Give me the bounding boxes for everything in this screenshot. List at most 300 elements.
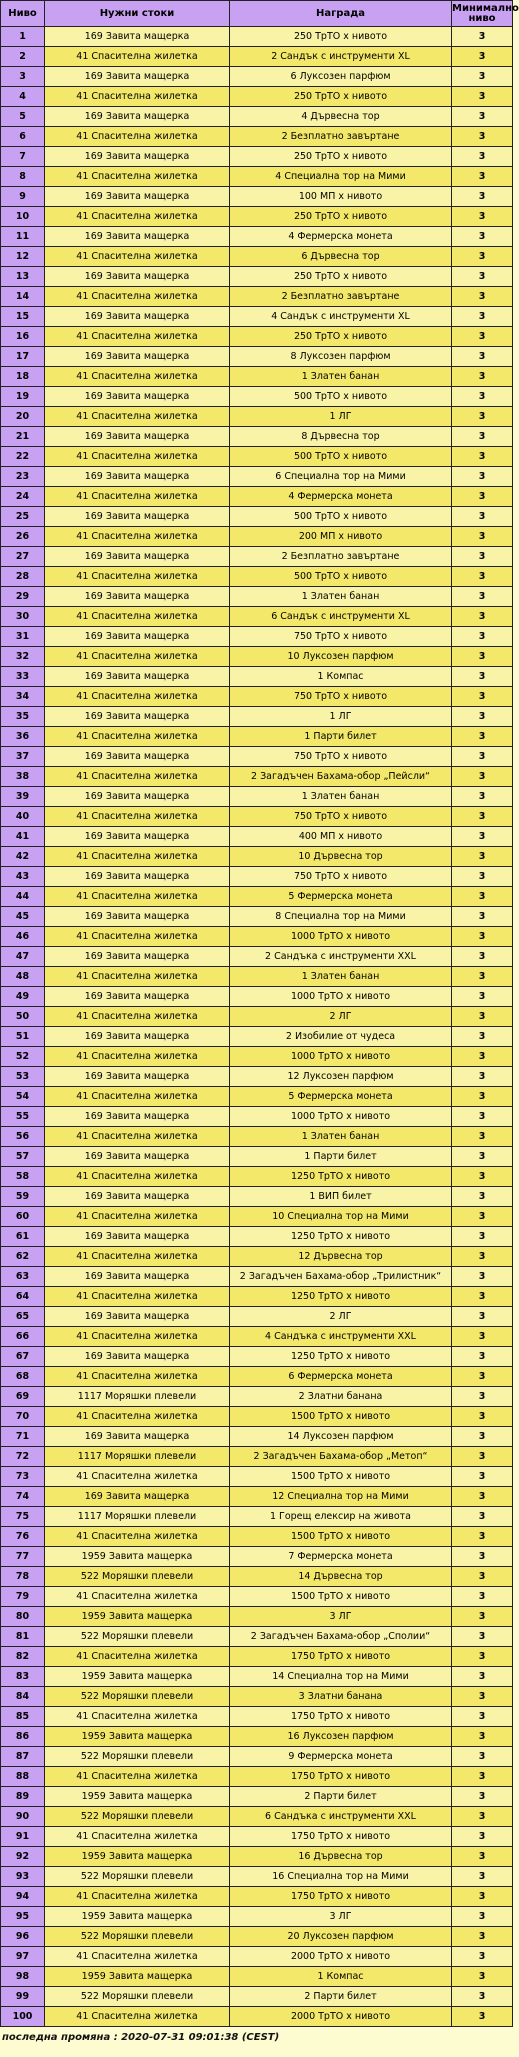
min-level-cell: 3 bbox=[452, 567, 513, 587]
min-level-cell: 3 bbox=[452, 1587, 513, 1607]
items-cell: 41 Спасителна жилетка bbox=[45, 1327, 230, 1347]
reward-cell: 250 ТрТО х нивото bbox=[230, 267, 452, 287]
items-cell: 41 Спасителна жилетка bbox=[45, 767, 230, 787]
items-cell: 522 Моряшки плевели bbox=[45, 1687, 230, 1707]
items-cell: 1959 Завита мащерка bbox=[45, 1547, 230, 1567]
items-cell: 1959 Завита мащерка bbox=[45, 1667, 230, 1687]
table-row bbox=[1, 1647, 513, 1667]
items-cell: 169 Завита мащерка bbox=[45, 347, 230, 367]
table-row bbox=[1, 1947, 513, 1967]
table-row bbox=[1, 1867, 513, 1887]
table-row bbox=[1, 1247, 513, 1267]
items-cell: 169 Завита мащерка bbox=[45, 587, 230, 607]
reward-cell: 6 Специална тор на Мими bbox=[230, 467, 452, 487]
min-level-cell: 3 bbox=[452, 1767, 513, 1787]
min-level-cell: 3 bbox=[452, 707, 513, 727]
items-cell: 41 Спасителна жилетка bbox=[45, 1287, 230, 1307]
table-row bbox=[1, 1967, 513, 1987]
min-level-cell: 3 bbox=[452, 887, 513, 907]
reward-cell: 2 Сандък с инструменти XL bbox=[230, 47, 452, 67]
reward-cell: 500 ТрТО х нивото bbox=[230, 447, 452, 467]
items-cell: 41 Спасителна жилетка bbox=[45, 1587, 230, 1607]
items-cell: 41 Спасителна жилетка bbox=[45, 1947, 230, 1967]
level-cell: 40 bbox=[1, 807, 45, 827]
level-cell: 21 bbox=[1, 427, 45, 447]
table-row bbox=[1, 727, 513, 747]
min-level-cell: 3 bbox=[452, 527, 513, 547]
level-cell: 55 bbox=[1, 1107, 45, 1127]
reward-cell: 1750 ТрТО х нивото bbox=[230, 1767, 452, 1787]
table-row bbox=[1, 167, 513, 187]
min-level-cell: 3 bbox=[452, 1227, 513, 1247]
min-level-cell: 3 bbox=[452, 1367, 513, 1387]
reward-cell: 2 ЛГ bbox=[230, 1307, 452, 1327]
table-row bbox=[1, 287, 513, 307]
reward-cell: 6 Сандък с инструменти XL bbox=[230, 607, 452, 627]
min-level-cell: 3 bbox=[452, 427, 513, 447]
table-row bbox=[1, 1607, 513, 1627]
min-level-cell: 3 bbox=[452, 1867, 513, 1887]
min-level-cell: 3 bbox=[452, 607, 513, 627]
table-row bbox=[1, 987, 513, 1007]
items-cell: 41 Спасителна жилетка bbox=[45, 887, 230, 907]
reward-cell: 14 Дървесна тор bbox=[230, 1567, 452, 1587]
min-level-cell: 3 bbox=[452, 1827, 513, 1847]
table-row bbox=[1, 1387, 513, 1407]
reward-cell: 1 Парти билет bbox=[230, 1147, 452, 1167]
level-cell: 94 bbox=[1, 1887, 45, 1907]
reward-cell: 12 Дървесна тор bbox=[230, 1247, 452, 1267]
items-cell: 41 Спасителна жилетка bbox=[45, 607, 230, 627]
min-level-cell: 3 bbox=[452, 1487, 513, 1507]
table-row bbox=[1, 1687, 513, 1707]
items-cell: 169 Завита мащерка bbox=[45, 1107, 230, 1127]
min-level-cell: 3 bbox=[452, 1267, 513, 1287]
reward-cell: 2 Безплатно завъртане bbox=[230, 547, 452, 567]
min-level-cell: 3 bbox=[452, 787, 513, 807]
table-row bbox=[1, 947, 513, 967]
table-row bbox=[1, 1527, 513, 1547]
level-cell: 33 bbox=[1, 667, 45, 687]
min-level-cell: 3 bbox=[452, 827, 513, 847]
items-cell: 41 Спасителна жилетка bbox=[45, 2007, 230, 2027]
reward-cell: 1000 ТрТО х нивото bbox=[230, 927, 452, 947]
level-cell: 81 bbox=[1, 1627, 45, 1647]
reward-cell: 14 Специална тор на Мими bbox=[230, 1667, 452, 1687]
reward-cell: 1 Компас bbox=[230, 667, 452, 687]
min-level-cell: 3 bbox=[452, 1247, 513, 1267]
min-level-cell: 3 bbox=[452, 1427, 513, 1447]
reward-cell: 1000 ТрТО х нивото bbox=[230, 987, 452, 1007]
min-level-cell: 3 bbox=[452, 407, 513, 427]
min-level-cell: 3 bbox=[452, 1327, 513, 1347]
level-cell: 51 bbox=[1, 1027, 45, 1047]
reward-cell: 3 ЛГ bbox=[230, 1607, 452, 1627]
items-cell: 522 Моряшки плевели bbox=[45, 1927, 230, 1947]
reward-cell: 1250 ТрТО х нивото bbox=[230, 1167, 452, 1187]
level-cell: 36 bbox=[1, 727, 45, 747]
reward-cell: 4 Фермерска монета bbox=[230, 487, 452, 507]
level-cell: 38 bbox=[1, 767, 45, 787]
min-level-cell: 3 bbox=[452, 1807, 513, 1827]
level-cell: 77 bbox=[1, 1547, 45, 1567]
table-row bbox=[1, 887, 513, 907]
table-row bbox=[1, 587, 513, 607]
min-level-cell: 3 bbox=[452, 327, 513, 347]
items-cell: 41 Спасителна жилетка bbox=[45, 1887, 230, 1907]
reward-cell: 2 Сандъка с инструменти XXL bbox=[230, 947, 452, 967]
min-level-cell: 3 bbox=[452, 1627, 513, 1647]
table-row bbox=[1, 1187, 513, 1207]
items-cell: 41 Спасителна жилетка bbox=[45, 47, 230, 67]
reward-cell: 1500 ТрТО х нивото bbox=[230, 1407, 452, 1427]
table-row bbox=[1, 847, 513, 867]
level-cell: 72 bbox=[1, 1447, 45, 1467]
min-level-cell: 3 bbox=[452, 307, 513, 327]
level-cell: 18 bbox=[1, 367, 45, 387]
min-level-cell: 3 bbox=[452, 1167, 513, 1187]
level-cell: 90 bbox=[1, 1807, 45, 1827]
reward-cell: 2 Загадъчен Бахама-обор „Метоп“ bbox=[230, 1447, 452, 1467]
min-level-cell: 3 bbox=[452, 1947, 513, 1967]
items-cell: 169 Завита мащерка bbox=[45, 827, 230, 847]
table-row bbox=[1, 1287, 513, 1307]
items-cell: 169 Завита мащерка bbox=[45, 1487, 230, 1507]
min-level-cell: 3 bbox=[452, 347, 513, 367]
table-row bbox=[1, 1047, 513, 1067]
min-level-cell: 3 bbox=[452, 627, 513, 647]
items-cell: 41 Спасителна жилетка bbox=[45, 87, 230, 107]
reward-cell: 3 ЛГ bbox=[230, 1907, 452, 1927]
table-row bbox=[1, 1987, 513, 2007]
items-cell: 169 Завита мащерка bbox=[45, 1187, 230, 1207]
reward-cell: 400 МП х нивото bbox=[230, 827, 452, 847]
level-cell: 23 bbox=[1, 467, 45, 487]
min-level-cell: 3 bbox=[452, 227, 513, 247]
reward-cell: 2 Загадъчен Бахама-обор „Сполии“ bbox=[230, 1627, 452, 1647]
table-row bbox=[1, 1207, 513, 1227]
min-level-cell: 3 bbox=[452, 767, 513, 787]
level-cell: 49 bbox=[1, 987, 45, 1007]
table-row bbox=[1, 27, 513, 47]
reward-cell: 2 Загадъчен Бахама-обор „Пейсли“ bbox=[230, 767, 452, 787]
level-cell: 37 bbox=[1, 747, 45, 767]
items-cell: 169 Завита мащерка bbox=[45, 547, 230, 567]
level-cell: 13 bbox=[1, 267, 45, 287]
items-cell: 169 Завита мащерка bbox=[45, 1227, 230, 1247]
table-row bbox=[1, 607, 513, 627]
level-cell: 3 bbox=[1, 67, 45, 87]
reward-cell: 4 Сандък с инструменти XL bbox=[230, 307, 452, 327]
min-level-cell: 3 bbox=[452, 1307, 513, 1327]
reward-cell: 250 ТрТО х нивото bbox=[230, 27, 452, 47]
level-cell: 76 bbox=[1, 1527, 45, 1547]
level-cell: 4 bbox=[1, 87, 45, 107]
reward-cell: 6 Сандъка с инструменти XXL bbox=[230, 1807, 452, 1827]
table-row bbox=[1, 1787, 513, 1807]
reward-cell: 2000 ТрТО х нивото bbox=[230, 2007, 452, 2027]
table-row bbox=[1, 1467, 513, 1487]
min-level-cell: 3 bbox=[452, 1567, 513, 1587]
level-cell: 24 bbox=[1, 487, 45, 507]
reward-cell: 2 Изобилие от чудеса bbox=[230, 1027, 452, 1047]
min-level-cell: 3 bbox=[452, 1987, 513, 2007]
table-row bbox=[1, 1547, 513, 1567]
table-row bbox=[1, 267, 513, 287]
min-level-cell: 3 bbox=[452, 927, 513, 947]
min-level-cell: 3 bbox=[452, 1927, 513, 1947]
table-row bbox=[1, 867, 513, 887]
min-level-cell: 3 bbox=[452, 1467, 513, 1487]
reward-cell: 16 Дървесна тор bbox=[230, 1847, 452, 1867]
table-row bbox=[1, 207, 513, 227]
reward-cell: 2 Безплатно завъртане bbox=[230, 127, 452, 147]
min-level-cell: 3 bbox=[452, 1387, 513, 1407]
level-cell: 39 bbox=[1, 787, 45, 807]
level-cell: 99 bbox=[1, 1987, 45, 2007]
level-cell: 30 bbox=[1, 607, 45, 627]
table-row bbox=[1, 1427, 513, 1447]
items-cell: 41 Спасителна жилетка bbox=[45, 1207, 230, 1227]
level-cell: 45 bbox=[1, 907, 45, 927]
items-cell: 1959 Завита мащерка bbox=[45, 1607, 230, 1627]
items-cell: 41 Спасителна жилетка bbox=[45, 1247, 230, 1267]
items-cell: 41 Спасителна жилетка bbox=[45, 1467, 230, 1487]
level-cell: 67 bbox=[1, 1347, 45, 1367]
items-cell: 169 Завита мащерка bbox=[45, 907, 230, 927]
items-cell: 41 Спасителна жилетка bbox=[45, 847, 230, 867]
items-cell: 522 Моряшки плевели bbox=[45, 1807, 230, 1827]
min-level-cell: 3 bbox=[452, 1727, 513, 1747]
level-cell: 83 bbox=[1, 1667, 45, 1687]
items-cell: 41 Спасителна жилетка bbox=[45, 1527, 230, 1547]
min-level-cell: 3 bbox=[452, 147, 513, 167]
items-cell: 1959 Завита мащерка bbox=[45, 1967, 230, 1987]
items-cell: 169 Завита мащерка bbox=[45, 27, 230, 47]
reward-cell: 1 ВИП билет bbox=[230, 1187, 452, 1207]
min-level-cell: 3 bbox=[452, 487, 513, 507]
table-row bbox=[1, 1567, 513, 1587]
reward-cell: 100 МП х нивото bbox=[230, 187, 452, 207]
min-level-cell: 3 bbox=[452, 127, 513, 147]
table-row bbox=[1, 1327, 513, 1347]
level-cell: 10 bbox=[1, 207, 45, 227]
items-cell: 41 Спасителна жилетка bbox=[45, 207, 230, 227]
items-cell: 41 Спасителна жилетка bbox=[45, 447, 230, 467]
items-cell: 41 Спасителна жилетка bbox=[45, 1167, 230, 1187]
items-cell: 169 Завита мащерка bbox=[45, 1147, 230, 1167]
items-cell: 169 Завита мащерка bbox=[45, 667, 230, 687]
items-cell: 41 Спасителна жилетка bbox=[45, 1407, 230, 1427]
min-level-cell: 3 bbox=[452, 467, 513, 487]
min-level-cell: 3 bbox=[452, 667, 513, 687]
min-level-cell: 3 bbox=[452, 507, 513, 527]
items-cell: 169 Завита мащерка bbox=[45, 707, 230, 727]
level-cell: 75 bbox=[1, 1507, 45, 1527]
reward-cell: 1250 ТрТО х нивото bbox=[230, 1347, 452, 1367]
items-cell: 1959 Завита мащерка bbox=[45, 1727, 230, 1747]
min-level-cell: 3 bbox=[452, 1347, 513, 1367]
reward-cell: 10 Луксозен парфюм bbox=[230, 647, 452, 667]
level-cell: 29 bbox=[1, 587, 45, 607]
level-cell: 68 bbox=[1, 1367, 45, 1387]
items-cell: 169 Завита мащерка bbox=[45, 947, 230, 967]
items-cell: 522 Моряшки плевели bbox=[45, 1567, 230, 1587]
reward-cell: 6 Фермерска монета bbox=[230, 1367, 452, 1387]
level-cell: 16 bbox=[1, 327, 45, 347]
items-cell: 169 Завита мащерка bbox=[45, 307, 230, 327]
table-row bbox=[1, 247, 513, 267]
reward-cell: 750 ТрТО х нивото bbox=[230, 807, 452, 827]
items-cell: 169 Завита мащерка bbox=[45, 147, 230, 167]
table-row bbox=[1, 1027, 513, 1047]
items-cell: 1117 Моряшки плевели bbox=[45, 1387, 230, 1407]
level-cell: 56 bbox=[1, 1127, 45, 1147]
items-cell: 169 Завита мащерка bbox=[45, 107, 230, 127]
level-cell: 70 bbox=[1, 1407, 45, 1427]
level-cell: 48 bbox=[1, 967, 45, 987]
min-level-cell: 3 bbox=[452, 1907, 513, 1927]
table-row bbox=[1, 1887, 513, 1907]
min-level-cell: 3 bbox=[452, 1527, 513, 1547]
table-row bbox=[1, 87, 513, 107]
table-row bbox=[1, 647, 513, 667]
reward-cell: 8 Специална тор на Мими bbox=[230, 907, 452, 927]
reward-cell: 1750 ТрТО х нивото bbox=[230, 1827, 452, 1847]
items-cell: 1959 Завита мащерка bbox=[45, 1907, 230, 1927]
level-cell: 47 bbox=[1, 947, 45, 967]
level-cell: 60 bbox=[1, 1207, 45, 1227]
items-cell: 169 Завита мащерка bbox=[45, 1347, 230, 1367]
table-row bbox=[1, 347, 513, 367]
min-level-cell: 3 bbox=[452, 947, 513, 967]
table-row bbox=[1, 807, 513, 827]
items-cell: 169 Завита мащерка bbox=[45, 467, 230, 487]
level-cell: 1 bbox=[1, 27, 45, 47]
items-cell: 169 Завита мащерка bbox=[45, 987, 230, 1007]
level-cell: 6 bbox=[1, 127, 45, 147]
min-level-cell: 3 bbox=[452, 27, 513, 47]
reward-cell: 1750 ТрТО х нивото bbox=[230, 1707, 452, 1727]
table-row bbox=[1, 1007, 513, 1027]
min-level-cell: 3 bbox=[452, 727, 513, 747]
table-row bbox=[1, 307, 513, 327]
table-row bbox=[1, 227, 513, 247]
reward-cell: 200 МП х нивото bbox=[230, 527, 452, 547]
min-level-cell: 3 bbox=[452, 387, 513, 407]
level-cell: 46 bbox=[1, 927, 45, 947]
level-cell: 41 bbox=[1, 827, 45, 847]
table-row bbox=[1, 447, 513, 467]
header-reward: Награда bbox=[230, 1, 452, 27]
reward-cell: 1250 ТрТО х нивото bbox=[230, 1287, 452, 1307]
min-level-cell: 3 bbox=[452, 367, 513, 387]
min-level-cell: 3 bbox=[452, 1067, 513, 1087]
reward-cell: 5 Фермерска монета bbox=[230, 1087, 452, 1107]
table-row bbox=[1, 1447, 513, 1467]
min-level-cell: 3 bbox=[452, 287, 513, 307]
items-cell: 169 Завита мащерка bbox=[45, 1027, 230, 1047]
table-row bbox=[1, 467, 513, 487]
level-cell: 98 bbox=[1, 1967, 45, 1987]
min-level-cell: 3 bbox=[452, 907, 513, 927]
level-cell: 57 bbox=[1, 1147, 45, 1167]
table-row bbox=[1, 147, 513, 167]
reward-cell: 4 Сандъка с инструменти XXL bbox=[230, 1327, 452, 1347]
reward-cell: 6 Дървесна тор bbox=[230, 247, 452, 267]
reward-cell: 1500 ТрТО х нивото bbox=[230, 1527, 452, 1547]
level-cell: 15 bbox=[1, 307, 45, 327]
min-level-cell: 3 bbox=[452, 747, 513, 767]
table-row bbox=[1, 1307, 513, 1327]
items-cell: 169 Завита мащерка bbox=[45, 787, 230, 807]
min-level-cell: 3 bbox=[452, 2007, 513, 2027]
items-cell: 169 Завита мащерка bbox=[45, 187, 230, 207]
level-cell: 17 bbox=[1, 347, 45, 367]
items-cell: 41 Спасителна жилетка bbox=[45, 1047, 230, 1067]
level-cell: 88 bbox=[1, 1767, 45, 1787]
reward-cell: 10 Специална тор на Мими bbox=[230, 1207, 452, 1227]
level-cell: 44 bbox=[1, 887, 45, 907]
level-cell: 89 bbox=[1, 1787, 45, 1807]
reward-cell: 6 Луксозен парфюм bbox=[230, 67, 452, 87]
items-cell: 169 Завита мащерка bbox=[45, 387, 230, 407]
reward-cell: 1 Горещ елексир на живота bbox=[230, 1507, 452, 1527]
level-cell: 91 bbox=[1, 1827, 45, 1847]
min-level-cell: 3 bbox=[452, 1667, 513, 1687]
level-cell: 52 bbox=[1, 1047, 45, 1067]
min-level-cell: 3 bbox=[452, 47, 513, 67]
level-cell: 63 bbox=[1, 1267, 45, 1287]
reward-cell: 2 Безплатно завъртане bbox=[230, 287, 452, 307]
min-level-cell: 3 bbox=[452, 547, 513, 567]
min-level-cell: 3 bbox=[452, 447, 513, 467]
items-cell: 41 Спасителна жилетка bbox=[45, 247, 230, 267]
min-level-cell: 3 bbox=[452, 1027, 513, 1047]
table-row bbox=[1, 1347, 513, 1367]
min-level-cell: 3 bbox=[452, 807, 513, 827]
level-cell: 59 bbox=[1, 1187, 45, 1207]
level-cell: 8 bbox=[1, 167, 45, 187]
items-cell: 169 Завита мащерка bbox=[45, 227, 230, 247]
min-level-cell: 3 bbox=[452, 1787, 513, 1807]
reward-cell: 1000 ТрТО х нивото bbox=[230, 1047, 452, 1067]
level-cell: 12 bbox=[1, 247, 45, 267]
reward-cell: 10 Дървесна тор bbox=[230, 847, 452, 867]
reward-cell: 1000 ТрТО х нивото bbox=[230, 1107, 452, 1127]
reward-cell: 12 Луксозен парфюм bbox=[230, 1067, 452, 1087]
reward-cell: 1 Парти билет bbox=[230, 727, 452, 747]
items-cell: 41 Спасителна жилетка bbox=[45, 487, 230, 507]
table-row bbox=[1, 967, 513, 987]
table-row bbox=[1, 1807, 513, 1827]
table-row bbox=[1, 1667, 513, 1687]
reward-cell: 1500 ТрТО х нивото bbox=[230, 1587, 452, 1607]
table-row bbox=[1, 367, 513, 387]
table-row bbox=[1, 187, 513, 207]
table-row bbox=[1, 907, 513, 927]
items-cell: 41 Спасителна жилетка bbox=[45, 687, 230, 707]
min-level-cell: 3 bbox=[452, 867, 513, 887]
table-row bbox=[1, 487, 513, 507]
table-row bbox=[1, 1827, 513, 1847]
items-cell: 41 Спасителна жилетка bbox=[45, 167, 230, 187]
level-cell: 25 bbox=[1, 507, 45, 527]
reward-cell: 1 ЛГ bbox=[230, 407, 452, 427]
table-row bbox=[1, 927, 513, 947]
level-cell: 87 bbox=[1, 1747, 45, 1767]
level-cell: 19 bbox=[1, 387, 45, 407]
